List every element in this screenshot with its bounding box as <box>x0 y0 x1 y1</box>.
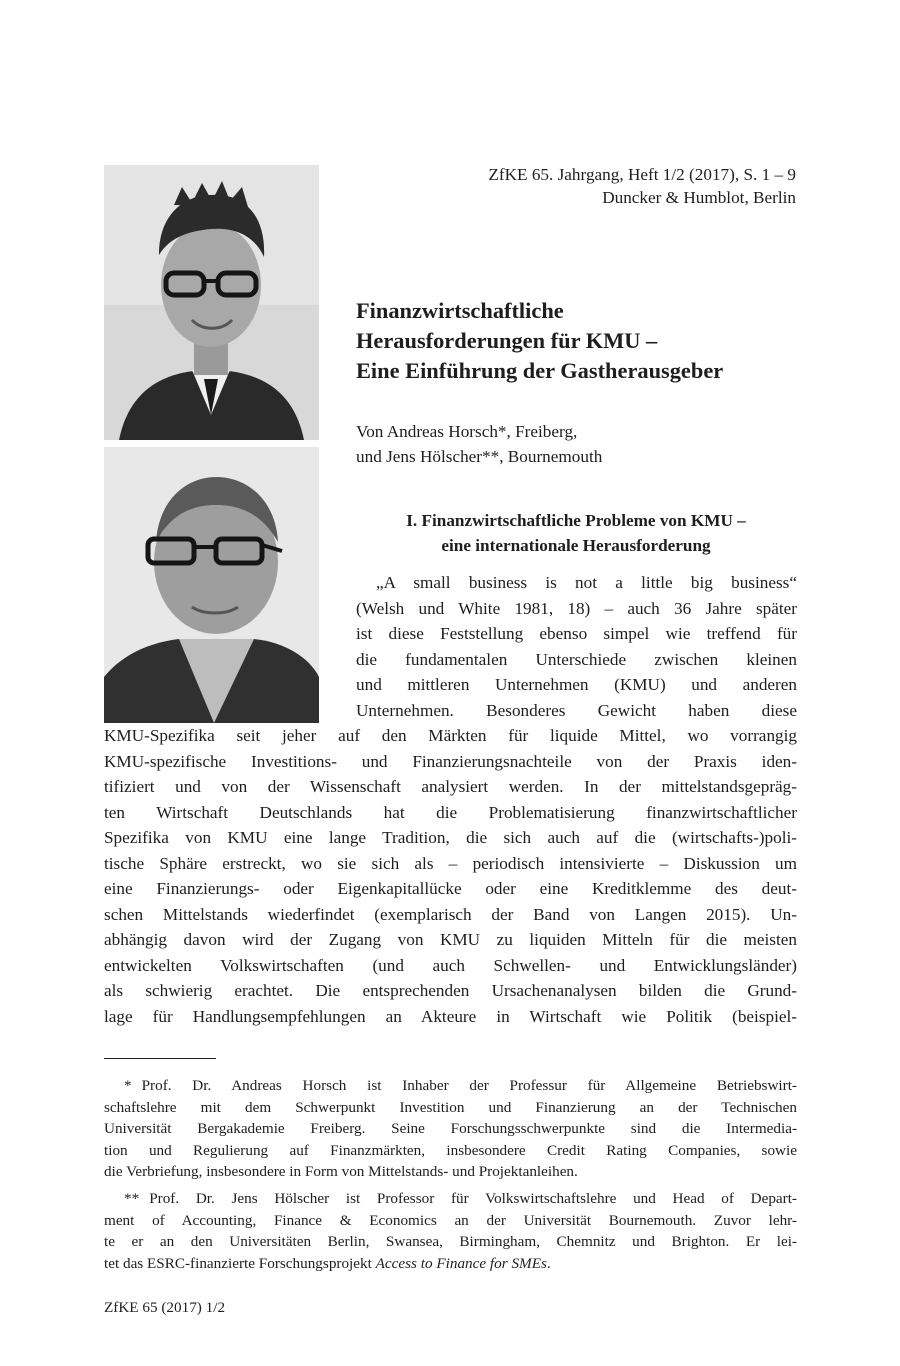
body-line: ten Wirtschaft Deutschlands hat die Problematisierung finanzwirtschaftlicher <box>104 802 797 822</box>
body-line: entwickelten Volkswirtschaften (und auch Schwellen- und Entwicklungsländer) <box>104 955 797 975</box>
author-photo-horsch <box>104 165 319 440</box>
body-line: (Welsh und White 1981, 18) – auch 36 Jahre später <box>356 598 797 618</box>
author-byline <box>356 419 602 469</box>
author-photo-hoelscher <box>104 447 319 723</box>
body-line: ist diese Feststellung ebenso simpel wie treffend für <box>356 624 797 643</box>
portrait-illustration <box>104 165 319 440</box>
footnote-2-line: ment of Accounting, Finance & Economics an der Universität Bournemouth. Zuvor lehr- <box>104 1211 797 1229</box>
footnote-marker: * <box>124 1077 132 1094</box>
footnote-text: tet das ESRC-finanzierte Forschungsprojekt <box>104 1254 376 1272</box>
footnote-2-line <box>104 1188 797 1210</box>
section-heading-line: I. Finanzwirtschaftliche Probleme von KMU – <box>406 511 746 530</box>
title-line: Eine Einführung der Gastherausgeber <box>356 358 724 383</box>
body-line: schen Mittelstands wiederfindet (exemplarisch der Band von Langen 2015). Un- <box>104 904 797 924</box>
body-line: tifiziert und von der Wissenschaft analysiert werden. In der mittelstandsgepräg- <box>104 777 797 796</box>
body-line: eine Finanzierungs- oder Eigenkapitallücke oder eine Kreditklemme des deut- <box>104 879 797 898</box>
footnote-1-line <box>104 1075 797 1097</box>
footnote-1-line: die Verbriefung, insbesondere in Form von Mittelstands- und Projektanleihen. <box>104 1163 578 1180</box>
footnote-marker: ** <box>124 1190 140 1207</box>
body-line: tische Sphäre erstreckt, wo sie sich als – periodisch intensivierte – Diskussion um <box>104 853 797 873</box>
body-line: als schwierig erachtet. Die entsprechenden Ursachenanalysen bilden die Grund- <box>104 981 797 1000</box>
author-line: und Jens Hölscher**, Bournemouth <box>356 447 603 466</box>
footnote-2-line: te er an den Universitäten Berlin, Swansea, Birmingham, Chemnitz und Brighton. Er lei- <box>104 1233 797 1250</box>
footnote-1-line: Universität Bergakademie Freiberg. Seine Forschungsschwerpunkte sind die Intermedia- <box>104 1120 797 1137</box>
portrait-illustration <box>104 447 319 723</box>
footnote-separator <box>104 1058 216 1059</box>
body-line: KMU-Spezifika seit jeher auf den Märkten für liquide Mittel, wo vorrangig <box>104 726 797 745</box>
journal-reference <box>488 163 796 209</box>
publisher-line: Duncker & Humblot, Berlin <box>602 188 796 207</box>
author-line: Von Andreas Horsch*, Freiberg, <box>356 422 578 441</box>
body-line: Unternehmen. Besonderes Gewicht haben diese <box>356 700 797 720</box>
footnote-text: Prof. Dr. Andreas Horsch ist Inhaber der Professur für Allgemeine Betriebswirt- <box>141 1077 797 1094</box>
page-footer: ZfKE 65 (2017) 1/2 <box>104 1299 226 1316</box>
body-line: die fundamentalen Unterschiede zwischen kleinen <box>356 649 797 669</box>
footnote-text: Prof. Dr. Jens Hölscher ist Professor für Volkswirtschaftslehre und Head of Depart- <box>149 1190 797 1207</box>
article-title <box>356 296 806 386</box>
body-line: lage für Handlungsempfehlungen an Akteure in Wirtschaft wie Politik (beispiel- <box>104 1006 797 1026</box>
section-heading <box>356 508 796 558</box>
body-line: abhängig davon wird der Zugang von KMU zu liquiden Mitteln für die meisten <box>104 930 797 949</box>
footnote-1-line: schaftslehre mit dem Schwerpunkt Investition und Finanzierung an der Technischen <box>104 1098 797 1116</box>
title-line: Herausforderungen für KMU – <box>356 328 658 353</box>
body-line: und mittleren Unternehmen (KMU) und anderen <box>356 675 797 694</box>
footnote-2-line <box>104 1253 797 1275</box>
section-heading-line: eine internationale Herausforderung <box>441 536 711 555</box>
title-line: Finanzwirtschaftliche <box>356 298 564 323</box>
body-line: „A small business is not a little big business“ <box>376 573 797 592</box>
project-title: Access to Finance for SMEs <box>375 1254 547 1272</box>
body-line: Spezifika von KMU eine lange Tradition, die sich auch auf die (wirtschafts-)poli- <box>104 828 797 847</box>
footnote-text: . <box>546 1254 551 1272</box>
body-line: KMU-spezifische Investitions- und Finanzierungsnachteile von der Praxis iden- <box>104 751 797 771</box>
footnote-1-line: tion und Regulierung auf Finanzmärkten, insbesondere Credit Rating Companies, sowie <box>104 1141 797 1159</box>
journal-issue-line: ZfKE 65. Jahrgang, Heft 1/2 (2017), S. 1 – 9 <box>488 165 796 184</box>
